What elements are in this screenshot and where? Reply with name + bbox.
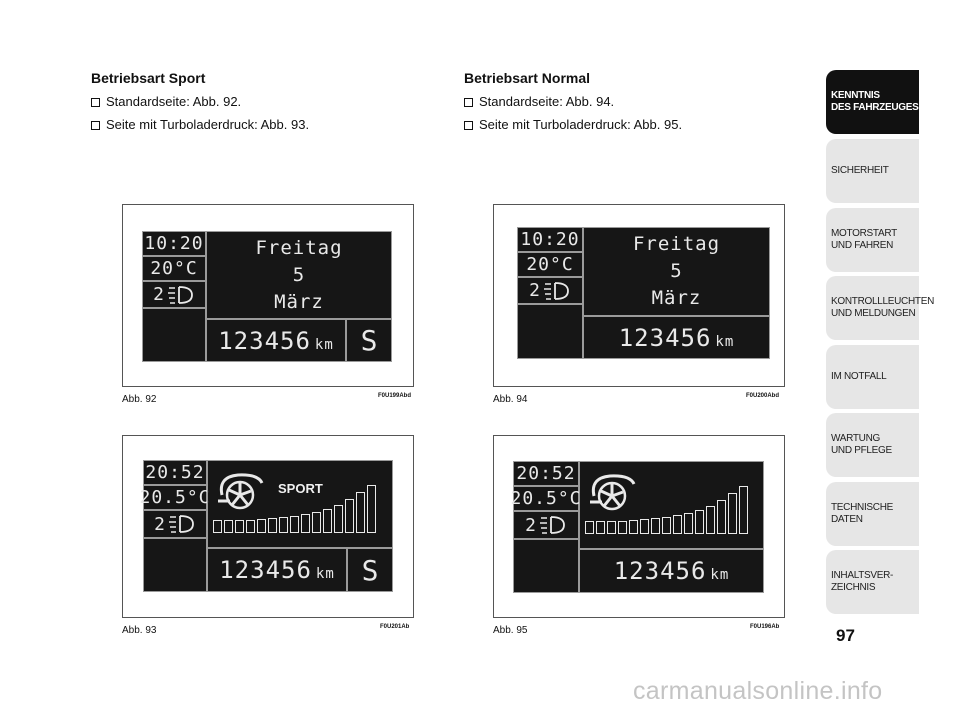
headlight-beam-icon [165,285,195,305]
page-number: 97 [836,626,855,645]
day: 5 [670,260,683,282]
pressure-bar [673,515,682,534]
pressure-bar [717,500,726,534]
pressure-bar [607,521,616,534]
month: März [274,290,324,313]
weekday: Freitag [632,233,721,255]
tab-kenntnis-des-fahrzeuges[interactable] [826,70,919,134]
empty-cell [513,539,579,593]
pressure-bar [323,509,332,533]
figure-code: F0U201Ab [380,624,410,630]
display-turbo-sport [139,460,393,592]
headlight-beam-icon [541,281,571,301]
odometer-unit: km [715,333,735,350]
headlight-level [517,277,583,304]
headlight-level-value: 2 [153,284,165,305]
odometer [579,549,764,593]
odometer-unit: km [315,566,335,582]
figure-93 [122,435,414,618]
pressure-bar [367,485,376,533]
pressure-bar [651,518,660,534]
tab-label: KONTROLLLEUCHTEN UND MELDUNGEN [831,296,934,319]
turbo-pressure-panel [207,460,393,548]
pressure-bar [268,518,277,533]
figure-caption: Abb. 92 [122,394,157,405]
odometer [206,319,346,362]
odometer [207,548,347,592]
tab-label: WARTUNG UND PFLEGE [831,433,892,456]
turbo-bargraph [213,485,376,533]
section-sport [91,70,309,140]
drive-mode-indicator: S [347,548,393,592]
list-item: Seite mit Turboladerdruck: Abb. 93. [91,117,309,132]
drive-mode-indicator: S [346,319,392,362]
display-turbo-normal [510,461,764,593]
checkbox-bullet-icon [464,98,473,107]
figure-92 [122,204,414,387]
headlight-level-value: 2 [529,280,541,301]
clock: 20:52 [513,461,579,486]
checkbox-bullet-icon [91,121,100,130]
odometer-value: 123456 [219,556,312,584]
odometer-unit: km [314,336,334,353]
turbo-pressure-panel [579,461,764,549]
pressure-bar [257,519,266,533]
figure-code: F0U199Abd [378,393,412,399]
date-panel [583,227,770,316]
watermark: carmanualsonline.info [633,677,883,705]
day: 5 [292,263,306,286]
tab-motorstart-und-fahren[interactable] [826,208,919,272]
sport-label: SPORT [278,481,323,496]
pressure-bar [290,516,299,533]
headlight-level-value: 2 [525,514,537,536]
tab-inhaltsverzeichnis[interactable] [826,550,919,614]
figure-95 [493,435,785,618]
list-item: Standardseite: Abb. 92. [91,94,309,109]
checkbox-bullet-icon [464,121,473,130]
figure-caption: Abb. 94 [493,394,528,405]
date-panel [206,231,392,319]
tab-label: SICHERHEIT [831,165,889,176]
tab-kontrollleuchten-und-meldungen[interactable] [826,276,934,340]
tab-wartung-und-pflege[interactable] [826,413,919,477]
headlight-level [513,511,579,539]
turbo-bargraph [585,486,748,534]
pressure-bar [224,520,233,533]
empty-cell [517,304,583,359]
pressure-bar [312,512,321,533]
headlight-level-value: 2 [154,513,166,535]
pressure-bar [596,521,605,534]
temperature: 20.5°C [510,488,582,509]
checkbox-bullet-icon [91,98,100,107]
tab-label: KENNTNIS DES FAHRZEUGES [831,90,919,113]
pressure-bar [235,520,244,533]
tab-label: TECHNISCHE DATEN [831,502,894,525]
odometer-value: 123456 [618,323,712,352]
figure-caption: Abb. 93 [122,625,157,636]
heading-sport: Betriebsart Sport [91,70,206,86]
odometer [583,316,770,359]
section-normal [464,70,682,140]
pressure-bar [279,517,288,533]
list-item: Standardseite: Abb. 94. [464,94,682,109]
month: März [651,287,702,309]
pressure-bar [640,519,649,534]
empty-cell [143,538,207,592]
odometer-value: 123456 [613,557,707,585]
pressure-bar [739,486,748,534]
pressure-bar [728,493,737,534]
temperature: 20°C [142,256,206,281]
tab-label: INHALTSVER- ZEICHNIS [831,570,894,593]
pressure-bar [213,520,222,533]
headlight-beam-icon [537,515,567,535]
temperature: 20.5°C [139,487,211,508]
clock: 20:52 [143,460,207,485]
list-item: Seite mit Turboladerdruck: Abb. 95. [464,117,682,132]
tab-sicherheit[interactable] [826,139,919,203]
tab-im-notfall[interactable] [826,345,919,409]
odometer-value: 123456 [218,326,311,355]
pressure-bar [246,520,255,533]
weekday: Freitag [255,236,343,259]
temperature: 20°C [517,252,583,277]
figure-94 [493,204,785,387]
clock: 10:20 [517,227,583,252]
pressure-bar [684,513,693,534]
headlight-level [142,281,206,308]
pressure-bar [345,499,354,533]
figure-code: F0U200Abd [746,393,780,399]
pressure-bar [695,510,704,534]
tab-technische-daten[interactable] [826,482,919,546]
display-standard-sport [142,231,392,362]
headlight-beam-icon [166,514,196,534]
pressure-bar [585,521,594,534]
pressure-bar [356,492,365,533]
pressure-bar [662,517,671,534]
clock: 10:20 [142,231,206,256]
pressure-bar [301,514,310,533]
tab-label: MOTORSTART UND FAHREN [831,228,897,251]
tab-label: IM NOTFALL [831,371,887,382]
figure-code: F0U196Ab [750,624,780,630]
headlight-level [143,510,207,538]
pressure-bar [618,521,627,534]
figure-caption: Abb. 95 [493,625,528,636]
pressure-bar [706,506,715,534]
pressure-bar [629,520,638,534]
pressure-bar [334,505,343,533]
empty-cell [142,308,206,362]
odometer-unit: km [710,567,730,583]
display-standard-normal [517,227,770,359]
heading-normal: Betriebsart Normal [464,70,591,86]
